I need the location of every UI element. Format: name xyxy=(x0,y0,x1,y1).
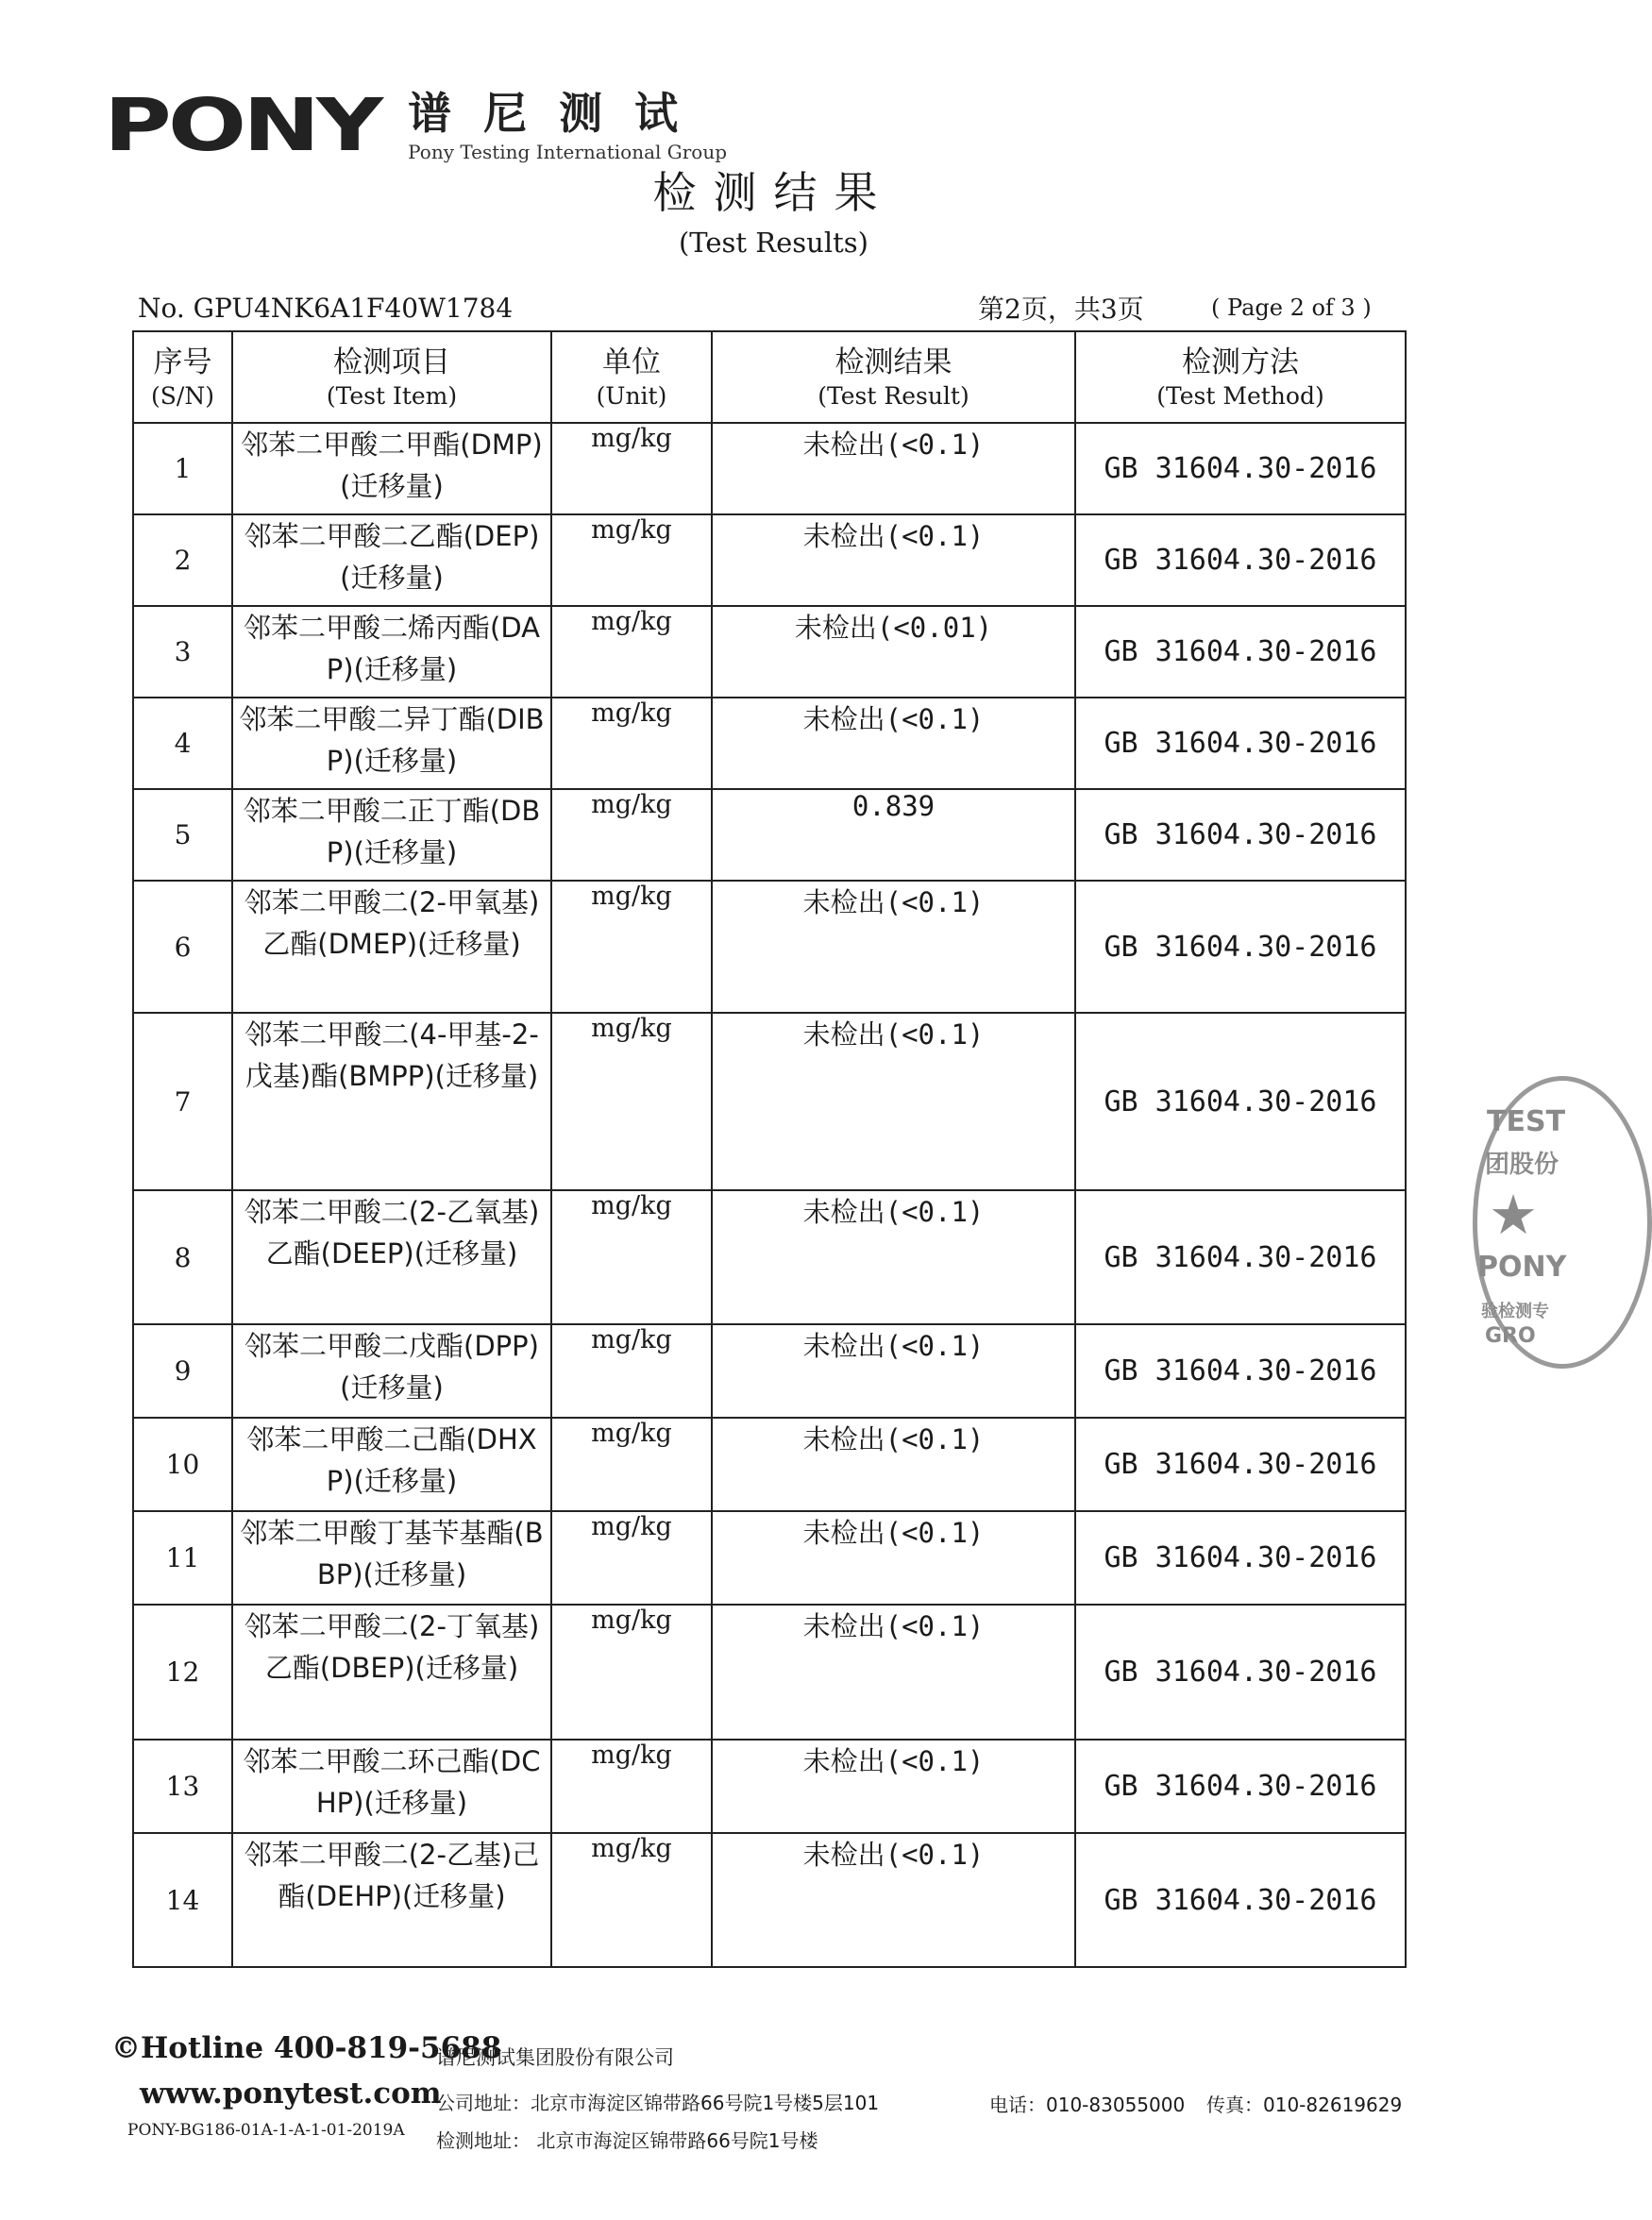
document-title-en: (Test Results) xyxy=(678,227,868,259)
cell-sn: 14 xyxy=(133,1833,232,1967)
cell-sn: 2 xyxy=(133,514,232,606)
footer-form-code: PONY-BG186-01A-1-A-1-01-2019A xyxy=(127,2121,405,2140)
cell-result: 未检出(<0.1) xyxy=(712,881,1075,1013)
cell-sn: 5 xyxy=(133,789,232,881)
seal-star-icon: ★ xyxy=(1489,1183,1538,1247)
cell-method: GB 31604.30-2016 xyxy=(1075,1324,1406,1418)
cell-sn: 3 xyxy=(133,606,232,698)
header-method xyxy=(1075,331,1406,423)
page-indicator-en: ( Page 2 of 3 ) xyxy=(1211,294,1372,321)
cell-item: 邻苯二甲酸二己酯(DHXP)(迁移量) xyxy=(232,1418,551,1511)
table-row xyxy=(133,514,1406,606)
cell-method: GB 31604.30-2016 xyxy=(1075,1013,1406,1190)
cell-unit: mg/kg xyxy=(551,1605,712,1740)
header-sn-en: (S/N) xyxy=(151,381,214,410)
cell-item: 邻苯二甲酸二正丁酯(DBP)(迁移量) xyxy=(232,789,551,881)
cell-method: GB 31604.30-2016 xyxy=(1075,1740,1406,1833)
seal-text: TEST xyxy=(1487,1105,1566,1138)
header-result xyxy=(712,331,1075,423)
cell-unit: mg/kg xyxy=(551,1190,712,1324)
table-row xyxy=(133,1324,1406,1418)
cell-unit: mg/kg xyxy=(551,1833,712,1967)
header-sn-cn: 序号 xyxy=(153,345,212,379)
table-row xyxy=(133,1418,1406,1511)
cell-item: 邻苯二甲酸二烯丙酯(DAP)(迁移量) xyxy=(232,606,551,698)
cell-sn: 12 xyxy=(133,1605,232,1740)
footer-fax: 传真：010-82619629 xyxy=(1206,2094,1403,2116)
cell-sn: 9 xyxy=(133,1324,232,1418)
cell-item: 邻苯二甲酸二甲酯(DMP)(迁移量) xyxy=(232,423,551,514)
cell-unit: mg/kg xyxy=(551,698,712,789)
seal-text: 团股份 xyxy=(1485,1151,1559,1179)
table-row xyxy=(133,881,1406,1013)
cell-method: GB 31604.30-2016 xyxy=(1075,1605,1406,1740)
cell-result: 未检出(<0.1) xyxy=(712,1013,1075,1190)
cell-unit: mg/kg xyxy=(551,1511,712,1605)
cell-method: GB 31604.30-2016 xyxy=(1075,698,1406,789)
table-row xyxy=(133,1013,1406,1190)
cell-result: 未检出(<0.1) xyxy=(712,1324,1075,1418)
cell-item: 邻苯二甲酸丁基苄基酯(BBP)(迁移量) xyxy=(232,1511,551,1605)
table-row xyxy=(133,1190,1406,1324)
header-item xyxy=(232,331,551,423)
report-number: No. GPU4NK6A1F40W1784 xyxy=(138,293,514,324)
cell-method: GB 31604.30-2016 xyxy=(1075,881,1406,1013)
table-row xyxy=(133,1740,1406,1833)
cell-unit: mg/kg xyxy=(551,606,712,698)
table-header-row xyxy=(133,331,1406,423)
footer-test-address: 检测地址： 北京市海淀区锦带路66号院1号楼 xyxy=(436,2129,818,2152)
cell-item: 邻苯二甲酸二(2-丁氧基)乙酯(DBEP)(迁移量) xyxy=(232,1605,551,1740)
footer-website: www.ponytest.com xyxy=(140,2077,442,2111)
cell-unit: mg/kg xyxy=(551,1418,712,1511)
cell-item: 邻苯二甲酸二乙酯(DEP)(迁移量) xyxy=(232,514,551,606)
cell-result: 未检出(<0.1) xyxy=(712,1190,1075,1324)
table-row xyxy=(133,1605,1406,1740)
header-method-en: (Test Method) xyxy=(1156,381,1324,410)
header-result-en: (Test Result) xyxy=(818,381,969,410)
header-item-cn: 检测项目 xyxy=(333,345,450,379)
page-indicator-cn: 第2页，共3页 xyxy=(978,294,1144,325)
footer-phone: 电话：010-83055000 xyxy=(989,2094,1186,2116)
cell-unit: mg/kg xyxy=(551,881,712,1013)
cell-unit: mg/kg xyxy=(551,1324,712,1418)
cell-result: 0.839 xyxy=(712,789,1075,881)
cell-method: GB 31604.30-2016 xyxy=(1075,606,1406,698)
cell-method: GB 31604.30-2016 xyxy=(1075,423,1406,514)
table-row xyxy=(133,789,1406,881)
test-results-table xyxy=(132,330,1407,1968)
cell-item: 邻苯二甲酸二(2-乙氧基)乙酯(DEEP)(迁移量) xyxy=(232,1190,551,1324)
logo-chinese-name: 谱尼测试 xyxy=(408,88,711,139)
cell-result: 未检出(<0.1) xyxy=(712,423,1075,514)
header-unit-cn: 单位 xyxy=(602,345,661,379)
table-row xyxy=(133,606,1406,698)
header-item-en: (Test Item) xyxy=(326,381,458,410)
cell-method: GB 31604.30-2016 xyxy=(1075,1833,1406,1967)
cell-sn: 4 xyxy=(133,698,232,789)
table-row xyxy=(133,1511,1406,1605)
cell-unit: mg/kg xyxy=(551,514,712,606)
cell-result: 未检出(<0.1) xyxy=(712,1418,1075,1511)
cell-sn: 6 xyxy=(133,881,232,1013)
cell-method: GB 31604.30-2016 xyxy=(1075,1418,1406,1511)
cell-sn: 10 xyxy=(133,1418,232,1511)
footer-company-address: 公司地址：北京市海淀区锦带路66号院1号楼5层101 xyxy=(436,2092,880,2114)
cell-method: GB 31604.30-2016 xyxy=(1075,1190,1406,1324)
header-unit-en: (Unit) xyxy=(596,381,667,410)
cell-sn: 7 xyxy=(133,1013,232,1190)
cell-unit: mg/kg xyxy=(551,1013,712,1190)
company-seal xyxy=(1473,1076,1652,1369)
cell-item: 邻苯二甲酸二(4-甲基-2-戊基)酯(BMPP)(迁移量) xyxy=(232,1013,551,1190)
cell-unit: mg/kg xyxy=(551,423,712,514)
footer-company-name: 谱尼测试集团股份有限公司 xyxy=(436,2046,674,2069)
cell-result: 未检出(<0.1) xyxy=(712,1511,1075,1605)
cell-result: 未检出(<0.1) xyxy=(712,1833,1075,1967)
cell-item: 邻苯二甲酸二环己酯(DCHP)(迁移量) xyxy=(232,1740,551,1833)
footer-hotline: ©Hotline 400-819-5688 xyxy=(111,2031,502,2065)
header-result-cn: 检测结果 xyxy=(834,345,952,379)
cell-method: GB 31604.30-2016 xyxy=(1075,789,1406,881)
cell-sn: 1 xyxy=(133,423,232,514)
cell-result: 未检出(<0.1) xyxy=(712,698,1075,789)
cell-result: 未检出(<0.1) xyxy=(712,514,1075,606)
cell-unit: mg/kg xyxy=(551,789,712,881)
logo-wordmark: PONY xyxy=(104,83,380,168)
cell-method: GB 31604.30-2016 xyxy=(1075,1511,1406,1605)
cell-unit: mg/kg xyxy=(551,1740,712,1833)
cell-item: 邻苯二甲酸二(2-乙基)己酯(DEHP)(迁移量) xyxy=(232,1833,551,1967)
cell-sn: 8 xyxy=(133,1190,232,1324)
cell-item: 邻苯二甲酸二异丁酯(DIBP)(迁移量) xyxy=(232,698,551,789)
header-method-cn: 检测方法 xyxy=(1182,345,1299,379)
table-row xyxy=(133,1833,1406,1967)
header-sn xyxy=(133,331,232,423)
table-row xyxy=(133,423,1406,514)
header-unit xyxy=(551,331,712,423)
cell-result: 未检出(<0.1) xyxy=(712,1605,1075,1740)
seal-text: GRO xyxy=(1485,1324,1536,1348)
cell-result: 未检出(<0.1) xyxy=(712,1740,1075,1833)
seal-text: PONY xyxy=(1477,1251,1567,1284)
logo-subtitle xyxy=(408,88,728,163)
cell-item: 邻苯二甲酸二(2-甲氧基)乙酯(DMEP)(迁移量) xyxy=(232,881,551,1013)
seal-text: 验检测专 xyxy=(1481,1302,1549,1321)
cell-method: GB 31604.30-2016 xyxy=(1075,514,1406,606)
cell-sn: 11 xyxy=(133,1511,232,1605)
cell-result: 未检出(<0.01) xyxy=(712,606,1075,698)
cell-sn: 13 xyxy=(133,1740,232,1833)
document-title-cn: 检测结果 xyxy=(652,167,895,218)
logo-english-name: Pony Testing International Group xyxy=(408,141,728,163)
cell-item: 邻苯二甲酸二戊酯(DPP)(迁移量) xyxy=(232,1324,551,1418)
table-row xyxy=(133,698,1406,789)
